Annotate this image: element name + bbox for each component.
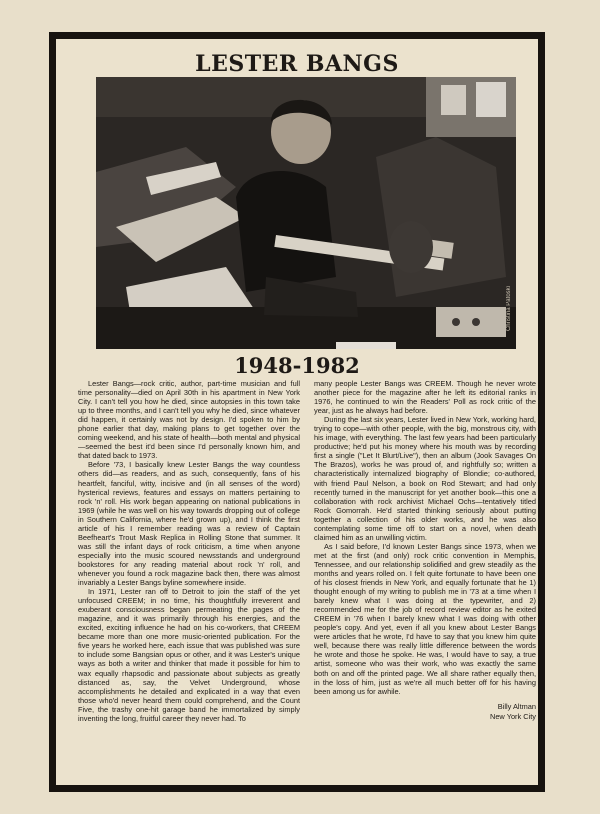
paragraph: Lester Bangs—rock critic, author, part-time musician and full time personality—died on April 30th in his apartment in New York City. I can't tell you how he died, since autopsies in this town take up to three months, and I can't tell you why he died, since whatever did happen, it certainly was not by design. I'd spoken to him by phone earlier that day, making plans to get together over the coming weekend, and his state of health—both mental and physical—seemed the best it'd been since I'd personally known him, and that dated back to 1973. <box>78 379 300 461</box>
author-name: Billy Altman <box>497 701 536 711</box>
column-right <box>314 379 536 784</box>
paragraph: Before '73, I basically knew Lester Bangs the way countless others did—as readers, and as such, consequently, fans of his heartfelt, fanciful, witty, incisive and (in all senses of the word) hysterical reviews, features and essays on matters pertaining to rock 'n' roll. His work began appearing on national publications in 1969 (while he was well on his way towards dropping out of college in Southern California, where he'd grown up), and I think the first article of his I remember reading was a review of Captain Beefheart's Trout Mask Replica in Rolling Stone that summer. It was still the infant days of rock criticism, a time when anyone especially into the music scoured newsstands and underground bookstores for any reading material about rock 'n' roll, and whenever you found a rock magazine back then, there was almost invariably a Lester Bangs byline somewhere inside. <box>78 460 300 588</box>
portrait-photo <box>96 77 516 349</box>
paragraph: many people Lester Bangs was CREEM. Though he never wrote another piece for the magazine after he left its editorial ranks in 1976, he continued to win the Readers' Poll as rock critic of the year, just as he always had before. <box>314 379 536 416</box>
paragraph: In 1971, Lester ran off to Detroit to join the staff of the yet unfocused CREEM; in no time, his thoughtfully irreverent and exuberant consciousness began permeating the pages of the magazine, and it was primarily through his energies, and the excited, exciting influence he had on his co-workers, that CREEM became more than one more music-oriented publication. For the five years he worked here, each issue that was published was sure to include some Bangsian opus or other, and it was Lester's unique ways as both a writer and thinker that made it possible for him to wax equally rhapsodic and passionate about subjects as greatly distanced as, say, the Velvet Underground, whose accomplishments he detailed and explicated in a way that even those who'd never heard them could comprehend, and the Count Five, the trashy one-hit garage band he immortalized by simply inventing the long, fruitful career they never had. To <box>78 587 300 723</box>
paragraph: During the last six years, Lester lived in New York, working hard, trying to cope—with other people, with the big, monstrous city, with his image, with everything. The last few years had been particularly productive; he'd put his money where his mouth was by recording first a single ("Let It Blurt/Live"), then an album (Jook Savages On The Brazos), works he was proud of, and rightfully so; written a characteristically internalized biography of Blondie; co-authored, with friend Paul Nelson, a book on Rod Stewart; and had only recently turned in the manuscript for yet another book—this one a collaboration with rock archivist Michael Ochs—tentatively titled Rock Gomorrah. He'd started thinking seriously about putting together a collection of his older works, and he was also contemplating some time off to start on a novel, when death claimed him as an unwilling victim. <box>314 415 536 542</box>
author-place: New York City <box>489 711 536 721</box>
guitar-portrait-illustration <box>96 77 516 349</box>
author-signature <box>314 702 536 722</box>
photo-credit: Christina Patoski <box>506 285 512 331</box>
life-years: 1948-1982 <box>234 353 360 378</box>
article-title: LESTER BANGS <box>195 51 399 77</box>
column-left <box>78 379 300 784</box>
article-frame <box>49 32 545 792</box>
article-columns <box>78 379 536 784</box>
paragraph: As I said before, I'd known Lester Bangs since 1973, when we met at the first (and only) rock critic convention in Memphis, Tennessee, and our relationship solidified and grew steadily as the months and years rolled on. I felt quite fortunate to have been one of his closest friends in New York, and equally fortunate that he 1) thought enough of my writing to publish me in '73 at a time when I barely knew what I was doing at the typewriter, and 2) recommended me for the job of record review editor as he exited CREEM in '76 when I barely knew what I was doing with other people's copy. And yet, even if all you knew about Lester Bangs were articles that he wrote, I'd have to say that you knew him quite well, because there was really little difference between the words he wrote and those he spoke. He was, I would have to say, a true artist, someone who was their work, who was exactly the same both on and off the printed page. We all share rather equally then, in the loss of him, just as we're all much better off for his having been among us for awhile. <box>314 541 536 696</box>
